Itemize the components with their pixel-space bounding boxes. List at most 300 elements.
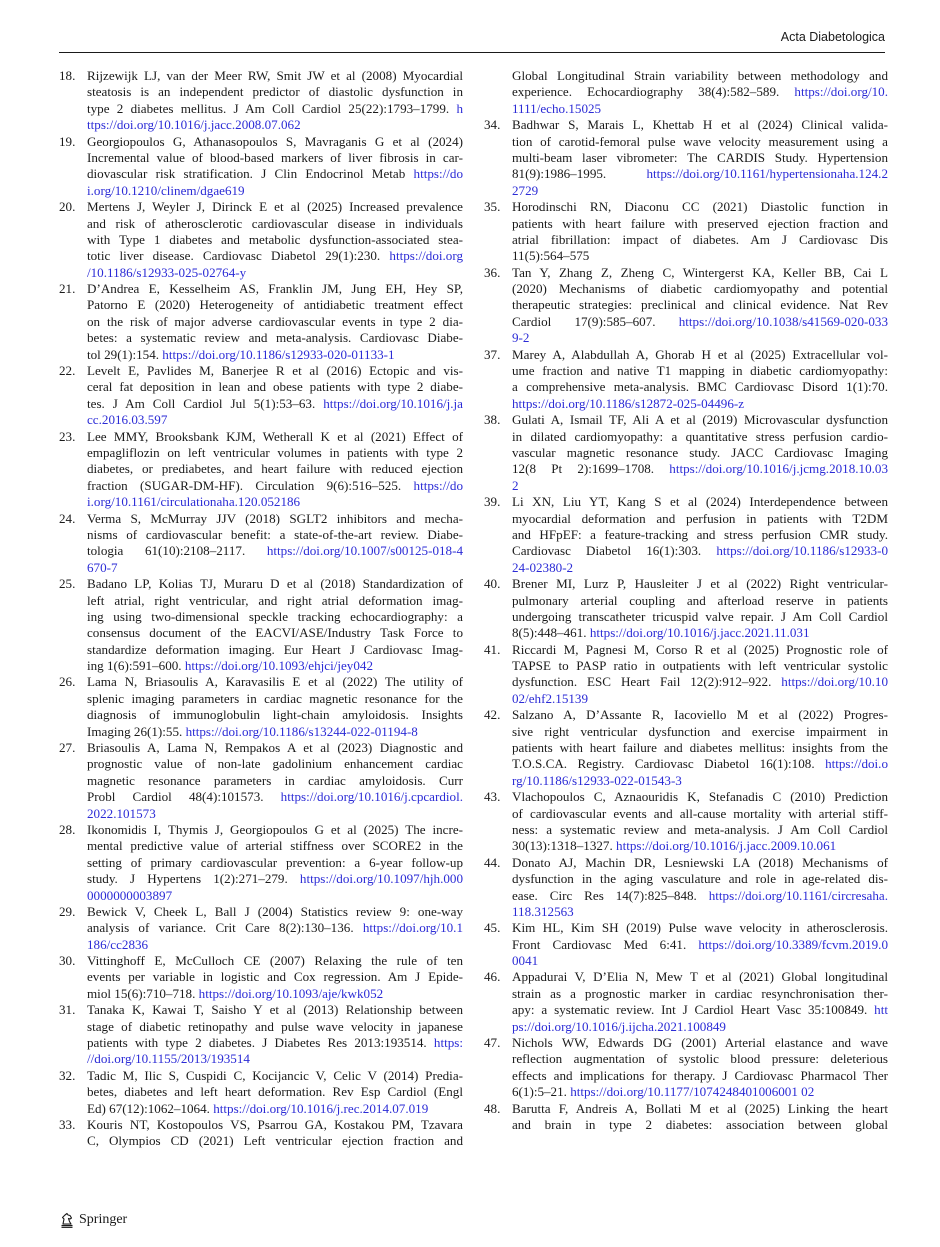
- reference-text: Patorno E (2020) Heterogeneity of antidiabetic treatment effect: [87, 297, 463, 313]
- reference-text: 11(5):564–575: [512, 248, 590, 264]
- reference-line: [512, 445, 888, 461]
- reference-item: [484, 117, 888, 199]
- reference-text: patients with heart failure with preserved ejection fraction and: [512, 215, 888, 231]
- reference-line: [87, 822, 463, 838]
- doi-link[interactable]: https://doi.org/10.1016/j.ja: [323, 395, 463, 411]
- reference-number: 20.: [59, 199, 76, 215]
- reference-text: diabetes, or prediabetes, and heart failure with reduced ejection: [87, 461, 463, 477]
- doi-link[interactable]: https://doi.org/10.10: [781, 674, 888, 690]
- reference-item: [59, 953, 463, 1002]
- reference-line: [87, 330, 463, 346]
- reference-number: 36.: [484, 264, 501, 280]
- reference-line: [87, 281, 463, 297]
- reference-text: dysfunction. ESC Heart Fail 12(2):912–922.: [512, 674, 782, 690]
- springer-knight-icon: [59, 1212, 75, 1228]
- doi-link[interactable]: https://doi.org/10.1016/j.jcmg.2018.10.03: [669, 461, 888, 477]
- reference-text: pulmonary arterial coupling and afterload reserve in patients: [512, 592, 888, 608]
- reference-text: Salzano A, D’Assante R, Iacoviello M et al (2022) Progres-: [512, 707, 888, 723]
- reference-text: magnetic resonance parameters in cardiac amyloidosis. Curr: [87, 772, 463, 788]
- reference-line: [87, 248, 463, 264]
- reference-line: [512, 871, 888, 887]
- reference-line: [512, 429, 888, 445]
- reference-line: [87, 543, 463, 559]
- reference-text: Bewick V, Cheek L, Ball J (2004) Statistics review 9: one-way: [87, 903, 463, 919]
- reference-line: [512, 1117, 888, 1133]
- reference-line: [87, 969, 463, 985]
- reference-text: undergoing transcatheter tricuspid valve repair. J Am Coll Cardiol: [512, 608, 888, 624]
- reference-text: Incremental value of blood-based markers of liver fibrosis in car-: [87, 149, 463, 165]
- doi-link[interactable]: https:: [433, 1035, 463, 1051]
- doi-link[interactable]: https://doi.org/10.1093/aje/kwk052: [198, 985, 384, 1001]
- doi-link[interactable]: https://doi.org/10.3389/fcvm.2019.0: [698, 936, 888, 952]
- reference-number: 27.: [59, 740, 76, 756]
- reference-text: ease. Circ Res 14(7):825–848.: [512, 887, 709, 903]
- reference-line: [512, 363, 888, 379]
- reference-text: mental predictive value of arterial stiffness over SCORE2 in the: [87, 838, 463, 854]
- reference-text: tologia 61(10):2108–2117.: [87, 543, 267, 559]
- reference-number: 30.: [59, 953, 76, 969]
- doi-link[interactable]: 02/ehf2.15139: [512, 690, 589, 706]
- reference-line: [87, 297, 463, 313]
- doi-link[interactable]: https://do: [413, 166, 463, 182]
- reference-item: [484, 1035, 888, 1101]
- doi-link[interactable]: https://doi.org/10.1016/j.cpcardiol.: [280, 789, 463, 805]
- reference-item: [59, 822, 463, 904]
- reference-line: [512, 84, 888, 100]
- reference-line: [87, 478, 463, 494]
- reference-text: 81(9):1986–1995.: [512, 166, 647, 182]
- reference-line: [512, 838, 888, 854]
- reference-number: 23.: [59, 428, 76, 444]
- reference-text: tol 29(1):154.: [87, 346, 163, 362]
- reference-item: [59, 363, 463, 429]
- reference-text: Rijzewijk LJ, van der Meer RW, Smit JW et al (2008) Myocardial: [87, 68, 463, 83]
- reference-item: [484, 199, 888, 265]
- reference-text: Lama N, Briasoulis A, Karavasilis E et al (2022) The utility of: [87, 674, 463, 690]
- reference-line: [512, 199, 888, 215]
- reference-line: [87, 461, 463, 477]
- reference-text: betes, diabetes and left heart deformation. Rev Esp Cardiol (Engl: [87, 1084, 463, 1100]
- reference-text: reflection augmentation of systolic blood pressure: deleterious: [512, 1051, 888, 1067]
- reference-line: [512, 953, 888, 969]
- reference-line: [512, 806, 888, 822]
- reference-line: [87, 674, 463, 690]
- reference-text: T.O.S.CA. Registry. Cardiovasc Diabetol 16(1):108.: [512, 756, 826, 772]
- reference-text: Donato AJ, Machin DR, Lesniewski LA (2018) Mechanisms of: [512, 854, 888, 870]
- reference-line: [87, 658, 463, 674]
- reference-text: and brain in type 2 diabetes: association between global: [512, 1117, 888, 1132]
- reference-line: [512, 183, 888, 199]
- page-header: [59, 0, 885, 53]
- doi-link[interactable]: //doi.org/10.1155/2013/193514: [87, 1051, 250, 1067]
- reference-line: [87, 740, 463, 756]
- reference-text: and risk of atherosclerotic cardiovascular disease in individuals: [87, 215, 463, 231]
- reference-text: miol 15(6):710–718.: [87, 985, 199, 1001]
- reference-text: Badhwar S, Marais L, Khettab H et al (2024) Clinical valida-: [512, 117, 888, 133]
- doi-link[interactable]: https://doi.org/10.1186/s13244-022-01194-8: [185, 723, 418, 739]
- reference-number: 38.: [484, 412, 501, 428]
- reference-text: ceral fat deposition in lean and obese patients with type 2 diabe-: [87, 379, 463, 395]
- reference-line: [512, 888, 888, 904]
- reference-item: [484, 642, 888, 708]
- reference-line: [87, 560, 463, 576]
- reference-line: [512, 937, 888, 953]
- reference-text: Badano LP, Kolias TJ, Muraru D et al (2018) Standardization of: [87, 576, 463, 592]
- reference-line: [512, 642, 888, 658]
- reference-line: [87, 134, 463, 150]
- reference-text: totic liver disease. Cardiovasc Diabetol 29(1):230.: [87, 248, 390, 264]
- reference-line: [87, 494, 463, 510]
- reference-number: 46.: [484, 969, 501, 985]
- doi-link[interactable]: https://doi.org/10.1097/hjh.000: [299, 871, 463, 887]
- reference-text: diovascular risk stratification. J Clin Endocrinol Metab: [87, 166, 414, 182]
- reference-line: [87, 379, 463, 395]
- reference-text: therapeutic strategies: preclinical and clinical evidence. Nat Rev: [512, 297, 888, 313]
- doi-link[interactable]: 0041: [512, 953, 539, 969]
- reference-line: [512, 609, 888, 625]
- reference-number: 35.: [484, 199, 501, 215]
- reference-text: prognostic value of non-late gadolinium enhancement cardiac: [87, 756, 463, 772]
- reference-line: [87, 117, 463, 133]
- doi-link[interactable]: https://doi.org/10.1007/s00125-018-4: [266, 543, 463, 559]
- reference-text: fraction (SUGAR-DM-HF). Circulation 9(6):516–525.: [87, 477, 414, 493]
- reference-line: [87, 1084, 463, 1100]
- reference-text: and HFpEF: a feature-tracking and stress perfusion CMR study.: [512, 526, 888, 542]
- reference-line: [512, 1068, 888, 1084]
- reference-item: [59, 1117, 463, 1150]
- reference-text: ume fraction and native T1 mapping in diabetic cardiomyopathy:: [512, 363, 888, 379]
- reference-text: Gulati A, Ismail TF, Ali A et al (2019) Microvascular dysfunction: [512, 412, 888, 428]
- reference-line: [512, 527, 888, 543]
- reference-text: Front Cardiovasc Med 6:41.: [512, 936, 699, 952]
- doi-link[interactable]: 1111/echo.15025: [512, 100, 602, 116]
- reference-number: 40.: [484, 576, 501, 592]
- reference-text: 6(1):5–21.: [512, 1084, 571, 1100]
- reference-line: [512, 478, 888, 494]
- reference-line: [512, 248, 888, 264]
- reference-item: [59, 740, 463, 822]
- reference-line: [512, 412, 888, 428]
- doi-link[interactable]: 0000000003897: [87, 887, 173, 903]
- reference-number: 32.: [59, 1067, 76, 1083]
- reference-line: [512, 740, 888, 756]
- doi-link[interactable]: https://doi.org/10.1: [362, 920, 463, 936]
- reference-text: standardize deformation imaging. Eur Heart J Cardiovasc Imag-: [87, 641, 463, 657]
- reference-item: [484, 265, 888, 347]
- doi-link[interactable]: https://doi.org/10.: [794, 84, 888, 100]
- doi-link[interactable]: htt: [874, 1002, 888, 1018]
- reference-line: [87, 756, 463, 772]
- reference-text: strain as a prognostic marker in cardiac resynchronisation ther-: [512, 985, 888, 1001]
- reference-number: 21.: [59, 281, 76, 297]
- doi-link[interactable]: 670-7: [87, 559, 118, 575]
- reference-line: [87, 986, 463, 1002]
- reference-number: 43.: [484, 789, 501, 805]
- reference-line: [87, 642, 463, 658]
- reference-text: Riccardi M, Pagnesi M, Corso R et al (2025) Prognostic role of: [512, 641, 888, 657]
- doi-link[interactable]: https://doi.org/10.1186/s12933-0: [716, 543, 888, 559]
- doi-link[interactable]: https://doi.org/10.1186/s12933-020-01133-1: [162, 346, 395, 362]
- doi-link[interactable]: https://doi.org/10.1161/circresaha.: [708, 887, 888, 903]
- reference-line: [87, 1019, 463, 1035]
- reference-item: [484, 920, 888, 969]
- doi-link[interactable]: i.org/10.1161/circulationaha.120.052186: [87, 494, 301, 510]
- doi-link[interactable]: ps://doi.org/10.1016/j.ijcha.2021.100849: [512, 1018, 726, 1034]
- reference-line: [87, 347, 463, 363]
- reference-text: Cardiovasc Diabetol 16(1):303.: [512, 543, 717, 559]
- reference-line: [87, 183, 463, 199]
- doi-link[interactable]: 2022.101573: [87, 805, 156, 821]
- doi-link[interactable]: i.org/10.1210/clinem/dgae619: [87, 182, 245, 198]
- doi-link[interactable]: h: [456, 100, 463, 116]
- reference-item: [484, 68, 888, 117]
- reference-line: [87, 445, 463, 461]
- reference-line: [512, 396, 888, 412]
- reference-text: tion of carotid-femoral pulse wave velocity measurement using a: [512, 133, 888, 149]
- reference-list-right-column: [484, 68, 888, 1133]
- reference-number: 19.: [59, 133, 76, 149]
- reference-line: [87, 1002, 463, 1018]
- reference-text: (2020) Mechanisms of diabetic cardiomyopathy and potential: [512, 281, 888, 297]
- reference-line: [512, 314, 888, 330]
- reference-item: [59, 1002, 463, 1068]
- reference-text: Ed) 67(12):1062–1064.: [87, 1100, 214, 1116]
- reference-line: [512, 789, 888, 805]
- reference-number: 41.: [484, 641, 501, 657]
- reference-line: [512, 560, 888, 576]
- reference-text: ness: a systematic review and meta-analysis. J Am Coll Cardiol: [512, 821, 888, 837]
- reference-line: [87, 838, 463, 854]
- reference-line: [87, 1035, 463, 1051]
- reference-text: patients with heart failure and diabetes mellitus: insights from the: [512, 740, 888, 756]
- reference-number: 26.: [59, 674, 76, 690]
- doi-link[interactable]: https://doi.o: [825, 756, 888, 772]
- doi-link[interactable]: https://doi.org/10.1186/s12872-025-04496-z: [512, 395, 745, 411]
- reference-line: [512, 756, 888, 772]
- doi-link[interactable]: ttps://doi.org/10.1016/j.jacc.2008.07.062: [87, 117, 301, 133]
- reference-text: steatosis is an independent predictor of diastolic dysfunction in: [87, 84, 463, 100]
- reference-line: [512, 1084, 888, 1100]
- reference-text: splenic imaging parameters in cardiac magnetic resonance for the: [87, 690, 463, 706]
- doi-link[interactable]: 2729: [512, 182, 539, 198]
- doi-link[interactable]: https://doi.org/10.1016/j.rec.2014.07.019: [213, 1100, 429, 1116]
- reference-text: Horodinschi RN, Diaconu CC (2021) Diastolic function in: [512, 199, 888, 215]
- reference-text: dysfunction in the aging vasculature and role in age-related dis-: [512, 871, 888, 887]
- reference-line: [512, 855, 888, 871]
- reference-text: nisms of cardiovascular benefit: a state-of-the-art review. Diabe-: [87, 526, 463, 542]
- reference-text: Probl Cardiol 48(4):101573.: [87, 789, 281, 805]
- reference-line: [512, 297, 888, 313]
- reference-line: [512, 986, 888, 1002]
- reference-text: Ikonomidis I, Thymis J, Georgiopoulos G et al (2025) The incre-: [87, 821, 463, 837]
- reference-text: multi-beam laser vibrometer: The CARDIS Study. Hypertension: [512, 149, 888, 165]
- reference-item: [59, 199, 463, 281]
- reference-line: [87, 576, 463, 592]
- reference-line: [87, 920, 463, 936]
- doi-link[interactable]: cc.2016.03.597: [87, 412, 168, 428]
- reference-text: Marey A, Alabdullah A, Ghorab H et al (2025) Extracellular vol-: [512, 346, 888, 362]
- reference-line: [512, 691, 888, 707]
- reference-text: stage of diabetic retinopathy and pulse wave velocity in japanese: [87, 1018, 463, 1034]
- reference-line: [87, 68, 463, 84]
- doi-link[interactable]: 2: [512, 477, 519, 493]
- reference-line: [512, 150, 888, 166]
- reference-text: empagliflozin on left ventricular volumes in patients with type 2: [87, 444, 463, 460]
- reference-line: [87, 789, 463, 805]
- doi-link[interactable]: https://doi.org: [389, 248, 463, 264]
- reference-text: ing 1(6):591–600.: [87, 658, 185, 674]
- reference-number: 24.: [59, 510, 76, 526]
- reference-line: [87, 625, 463, 641]
- reference-line: [512, 379, 888, 395]
- reference-text: myocardial deformation and perfusion in patients with T2DM: [512, 510, 888, 526]
- reference-text: C, Olympios CD (2021) Left ventricular ejection fraction and: [87, 1133, 463, 1149]
- doi-link[interactable]: 186/cc2836: [87, 936, 149, 952]
- reference-line: [87, 1117, 463, 1133]
- reference-line: [512, 543, 888, 559]
- reference-line: [512, 674, 888, 690]
- reference-line: [87, 150, 463, 166]
- reference-number: 18.: [59, 68, 76, 83]
- reference-text: patients with type 2 diabetes. J Diabetes Res 2013:193514.: [87, 1035, 434, 1051]
- reference-line: [512, 68, 888, 84]
- reference-item: [484, 576, 888, 642]
- doi-link[interactable]: https://doi.org/10.1177/1074248401006001 02: [570, 1084, 815, 1100]
- doi-link[interactable]: https://doi.org/10.1016/j.jacc.2021.11.031: [589, 625, 810, 641]
- reference-line: [87, 691, 463, 707]
- reference-line: [87, 166, 463, 182]
- reference-number: 29.: [59, 903, 76, 919]
- reference-line: [87, 232, 463, 248]
- reference-line: [512, 101, 888, 117]
- reference-item: [59, 68, 463, 134]
- reference-line: [87, 1051, 463, 1067]
- reference-number: 44.: [484, 854, 501, 870]
- reference-text: in dilated cardiomyopathy: a quantitative stress perfusion cardio-: [512, 428, 888, 444]
- reference-text: left atrial, right ventricular, and right atrial deformation imag-: [87, 592, 463, 608]
- reference-text: Briasoulis A, Lama N, Rempakos A et al (2023) Diagnostic and: [87, 740, 463, 756]
- reference-line: [87, 953, 463, 969]
- reference-item: [484, 347, 888, 413]
- reference-line: [87, 429, 463, 445]
- doi-link[interactable]: https://doi.org/10.1016/j.jacc.2009.10.061: [616, 838, 837, 854]
- reference-text: Li XN, Liu YT, Kang S et al (2024) Interdependence between: [512, 494, 888, 510]
- reference-text: TAPSE to PASP ratio in outpatients with left ventricular systolic: [512, 658, 888, 674]
- reference-line: [87, 412, 463, 428]
- page-footer: [59, 1212, 127, 1228]
- reference-line: [512, 281, 888, 297]
- reference-text: ing using two-dimensional speckle tracking echocardiography: a: [87, 608, 463, 624]
- reference-item: [484, 494, 888, 576]
- reference-number: 22.: [59, 363, 76, 379]
- reference-text: of cardiovascular events and all-cause mortality with arterial stiff-: [512, 805, 888, 821]
- doi-link[interactable]: 118.312563: [512, 903, 574, 919]
- reference-item: [59, 674, 463, 740]
- reference-line: [87, 609, 463, 625]
- reference-text: Imaging 26(1):55.: [87, 723, 186, 739]
- publisher-name: Springer: [79, 1212, 128, 1227]
- reference-line: [512, 1101, 888, 1117]
- reference-line: [512, 625, 888, 641]
- reference-text: tes. J Am Coll Cardiol Jul 5(1):53–63.: [87, 395, 324, 411]
- reference-line: [87, 773, 463, 789]
- reference-line: [512, 920, 888, 936]
- reference-line: [512, 904, 888, 920]
- reference-item: [59, 281, 463, 363]
- doi-link[interactable]: https://doi.org/10.1038/s41569-020-033: [678, 313, 888, 329]
- reference-line: [512, 330, 888, 346]
- reference-line: [87, 1068, 463, 1084]
- reference-item: [484, 707, 888, 789]
- reference-number: 31.: [59, 1002, 76, 1018]
- reference-text: study. J Hypertens 1(2):271–279.: [87, 871, 300, 887]
- reference-line: [512, 593, 888, 609]
- reference-text: events per variable in logistic and Cox regression. Am J Epide-: [87, 969, 463, 985]
- reference-line: [512, 822, 888, 838]
- reference-text: Verma S, McMurray JJV (2018) SGLT2 inhibitors and mecha-: [87, 510, 463, 526]
- doi-link[interactable]: 9-2: [512, 330, 530, 346]
- reference-item: [59, 576, 463, 674]
- reference-item: [484, 1101, 888, 1134]
- reference-line: [87, 871, 463, 887]
- reference-number: 45.: [484, 920, 501, 936]
- doi-link[interactable]: /10.1186/s12933-025-02764-y: [87, 264, 247, 280]
- reference-line: [512, 658, 888, 674]
- reference-number: 42.: [484, 707, 501, 723]
- doi-link[interactable]: https://do: [413, 477, 463, 493]
- reference-text: apy: a systematic review. Int J Cardiol Heart Vasc 35:100849.: [512, 1002, 875, 1018]
- reference-line: [87, 527, 463, 543]
- doi-link[interactable]: rg/10.1186/s12933-022-01543-3: [512, 772, 682, 788]
- reference-text: Global Longitudinal Strain variability between methodology and: [512, 68, 888, 83]
- reference-line: [87, 314, 463, 330]
- doi-link[interactable]: https://doi.org/10.1093/ehjci/jey042: [184, 658, 373, 674]
- reference-text: Kim HL, Kim SH (2019) Pulse wave velocity in atherosclerosis.: [512, 920, 888, 936]
- reference-line: [512, 117, 888, 133]
- reference-item: [59, 134, 463, 200]
- reference-item: [59, 511, 463, 577]
- reference-text: Lee MMY, Brooksbank KJM, Wetherall K et al (2021) Effect of: [87, 428, 463, 444]
- reference-text: 12(8 Pt 2):1699–1708.: [512, 461, 670, 477]
- reference-text: effects and implications for therapy. J Cardiovasc Pharmacol Ther: [512, 1067, 888, 1083]
- reference-text: Levelt E, Pavlides M, Banerjee R et al (2016) Ectopic and vis-: [87, 363, 463, 379]
- reference-line: [512, 265, 888, 281]
- reference-line: [87, 363, 463, 379]
- reference-line: [87, 1101, 463, 1117]
- reference-line: [87, 396, 463, 412]
- reference-line: [512, 134, 888, 150]
- doi-link[interactable]: 24-02380-2: [512, 559, 574, 575]
- reference-number: 34.: [484, 117, 501, 133]
- reference-item: [484, 789, 888, 855]
- reference-item: [59, 1068, 463, 1117]
- reference-text: a comprehensive meta-analysis. BMC Cardiovasc Disord 1(1):70.: [512, 379, 888, 395]
- reference-number: 47.: [484, 1035, 501, 1051]
- reference-line: [87, 707, 463, 723]
- reference-line: [512, 1019, 888, 1035]
- reference-line: [512, 1002, 888, 1018]
- reference-line: [87, 937, 463, 953]
- reference-line: [512, 494, 888, 510]
- reference-text: betes: a systematic review and meta-analysis. Cardiovasc Diabe-: [87, 330, 463, 346]
- journal-title: Acta Diabetologica: [780, 30, 885, 44]
- reference-text: Cardiol 17(9):585–607.: [512, 313, 679, 329]
- doi-link[interactable]: https://doi.org/10.1161/hypertensionaha.124.2: [646, 166, 888, 182]
- reference-item: [59, 429, 463, 511]
- reference-line: [87, 855, 463, 871]
- reference-line: [87, 593, 463, 609]
- reference-line: [512, 724, 888, 740]
